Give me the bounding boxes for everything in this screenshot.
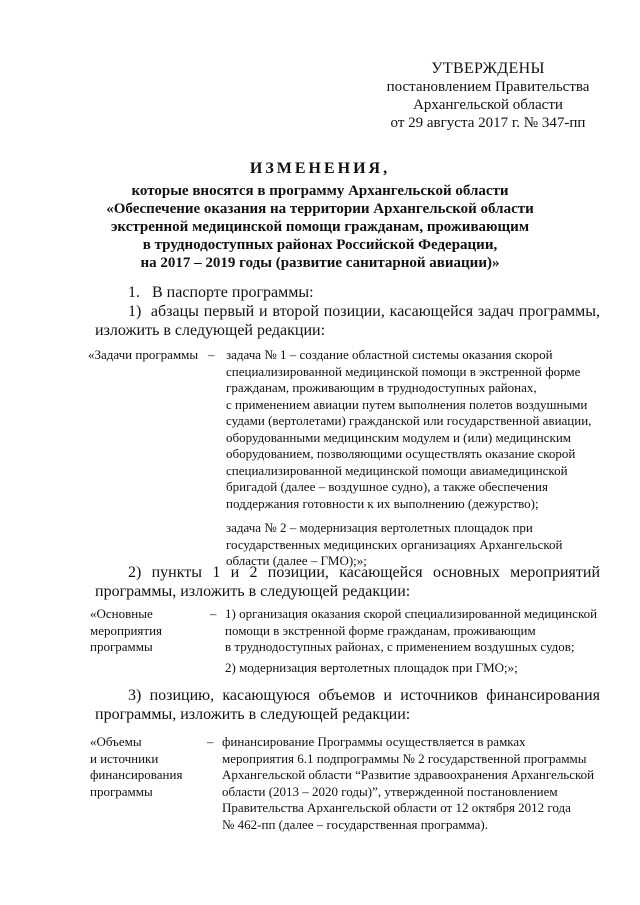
funding-label [90,734,182,800]
activities-table [90,606,610,686]
content-line: мероприятия 6.1 подпрограммы № 2 государственной программы [222,750,587,766]
content-line: поддержания готовности к их выполнению (дежурство); [226,495,539,511]
content-line: 1) организация оказания скорой специализированной медицинской [225,606,598,621]
approval-heading: УТВЕРЖДЕНЫ [431,60,545,77]
activities-dash: – [210,606,217,621]
funding-dash: – [207,734,214,749]
item-1-sub-line: изложить в следующей редакции: [95,322,326,339]
activities-label [90,606,162,656]
content-line: Правительства Архангельской области от 12 октября 2012 года [222,800,571,815]
title-heading: ИЗМЕНЕНИЯ, [249,160,391,177]
content-line: задача № 2 – модернизация вертолетных площадок при [226,520,533,535]
item-3-line: программы, изложить в следующей редакции: [95,706,411,723]
document-title [80,160,560,272]
content-line: области (2013 – 2020 годы)”, утвержденной постановлением [222,783,558,799]
content-line: Архангельской области “Развитие здравоохранения Архангельской [222,767,595,782]
tasks-content [226,347,591,570]
label-line: финансирования [90,767,183,782]
content-line: задача № 1 – создание областной системы оказания скорой [226,347,553,362]
item-3-line: 3) позицию, касающуюся объемов и источников финансирования [128,687,600,704]
content-line: судами (вертолетами) гражданской или государственной авиации, [226,413,592,428]
title-line: экстренной медицинской помощи гражданам, проживающим [110,219,530,235]
item-2-line: 2) пункты 1 и 2 позиции, касающейся основных мероприятий [128,564,600,581]
title-line: «Обеспечение оказания на территории Архангельской области [106,201,534,217]
funding-content [222,734,594,833]
tasks-table [88,347,608,568]
content-line: специализированной медицинской помощи авиамедицинской [226,462,568,478]
content-line: в труднодоступных районах, с применением воздушных судов; [225,639,575,654]
content-line: области (далее – ГМО);»; [226,553,367,568]
approval-line: Архангельской области [413,97,563,113]
activities-content [225,606,597,676]
item-1-paragraph [95,283,600,340]
approval-line: постановлением Правительства [386,79,590,95]
label-line: мероприятия [90,622,163,638]
label-line: «Задачи программы [88,347,199,362]
label-line: «Основные [90,606,153,621]
content-line: бригадой (далее – воздушное судно), а также обеспечения [226,479,548,494]
content-line: № 462-пп (далее – государственная программа). [222,816,488,832]
content-line: 2) модернизация вертолетных площадок при ГМО;»; [225,659,518,675]
content-line: оборудованием, позволяющими осуществлять оказание скорой [226,446,576,461]
funding-table [90,734,610,834]
content-line: государственных медицинских организациях Архангельской [226,536,563,552]
item-1-sub-line: 1) абзацы первый и второй позиции, касающейся задач программы, [128,303,600,320]
label-line: программы [90,639,153,654]
item-2-line: программы, изложить в следующей редакции: [95,583,411,600]
content-line: оборудованными медицинским модулем и (или) медицинским [226,429,572,445]
content-line: гражданам, проживающим в труднодоступных районах, [226,380,537,395]
title-line: в труднодоступных районах Российской Федерации, [142,237,498,253]
title-line: которые вносятся в программу Архангельской области [131,183,509,199]
item-1-heading: 1. В паспорте программы: [128,284,314,301]
tasks-label [88,347,198,364]
content-line: помощи в экстренной форме гражданам, проживающим [225,622,536,638]
item-3-paragraph [95,686,600,724]
label-line: и источники [90,750,159,766]
label-line: программы [90,783,153,799]
label-line: «Объемы [90,734,142,749]
approval-block [372,60,604,132]
content-line: специализированной медицинской помощи в экстренной форме [226,363,581,379]
content-line: с применением авиации путем выполнения полетов воздушными [226,396,588,412]
approval-line: от 29 августа 2017 г. № 347-пп [390,115,586,131]
content-line: финансирование Программы осуществляется в рамках [222,734,526,749]
title-line: на 2017 – 2019 годы (развитие санитарной авиации)» [140,255,500,271]
tasks-dash: – [208,347,215,362]
item-2-paragraph [95,563,600,601]
